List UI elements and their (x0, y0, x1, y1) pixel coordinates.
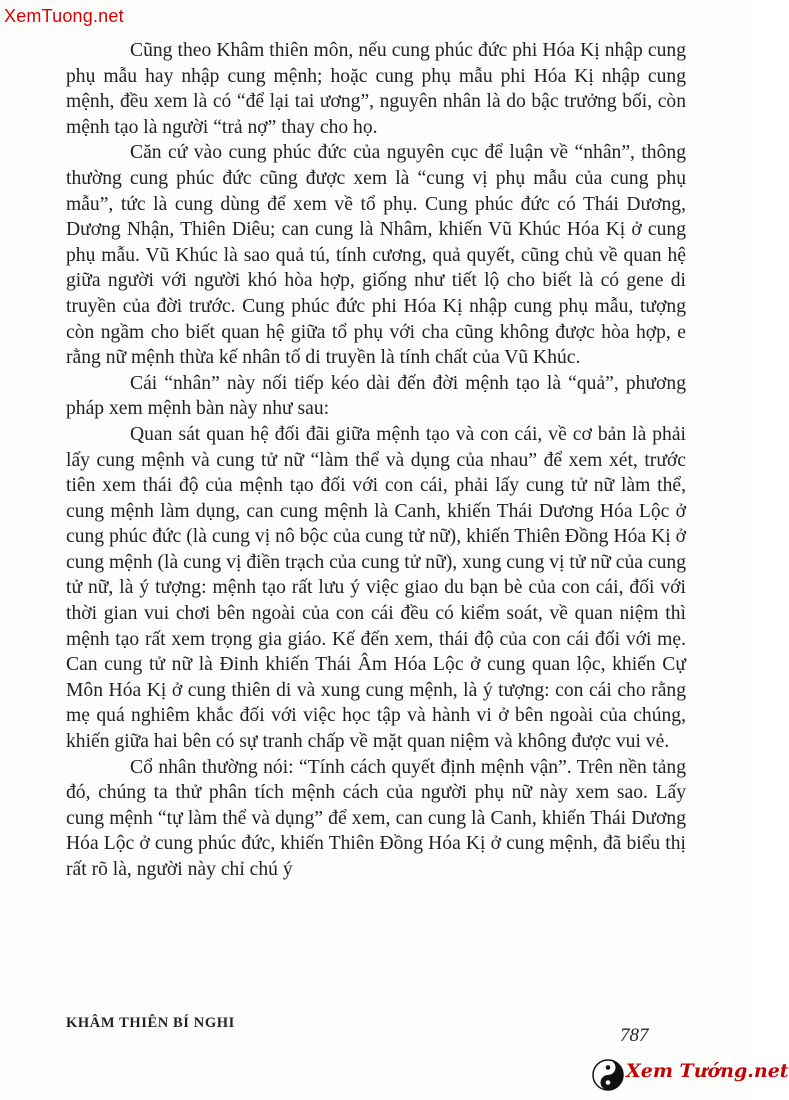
page-number: 787 (620, 1025, 649, 1046)
brand-logo-text: Xem Tướng.net (626, 1060, 789, 1082)
paragraph: Cổ nhân thường nói: “Tính cách quyết định mệnh vận”. Trên nền tảng đó, chúng ta thử phân tích mệnh cách của người phụ nữ này xem sao. Lấy cung mệnh “tự làm thể và dụng” để xem, can cung là Canh, khiến Thái Dương Hóa Lộc ở cung phúc đức, khiến Thiên Đồng Hóa Kị ở cung mệnh, đã biểu thị rất rõ là, người này chỉ chú ý (66, 756, 686, 880)
site-watermark-link[interactable]: XemTuong.net (4, 6, 124, 26)
paragraph: Quan sát quan hệ đối đãi giữa mệnh tạo và con cái, về cơ bản là phải lấy cung mệnh và cung tử nữ “làm thể và dụng của nhau” để xem xét, trước tiên xem thái độ của mệnh tạo đối với con cái, phải lấy cung tử nữ làm thể, cung mệnh làm dụng, can cung mệnh là Canh, khiến Thái Dương Hóa Lộc ở cung phúc đức (là cung vị nô bộc của cung tử nữ), khiến Thiên Đồng Hóa Kị ở cung mệnh (là cung vị điền trạch của cung tử nữ), xung cung vị tử nữ của cung tử nữ, là ý tượng: mệnh tạo rất lưu ý việc giao du bạn bè của con cái, đối với thời gian vui chơi bên ngoài của con cái đều có kiểm soát, về quan niệm thì mệnh tạo rất xem trọng gia giáo. Kế đến xem, thái độ của con cái đối với mẹ. Can cung tử nữ là Đinh khiến Thái Âm Hóa Lộc ở cung quan lộc, khiến Cự Môn Hóa Kị ở cung thiên di và xung cung mệnh, là ý tượng: con cái cho rằng mẹ quá nghiêm khắc đối với việc học tập và hành vi ở bên ngoài của chúng, khiến giữa hai bên có sự tranh chấp về mặt quan niệm và không được vui vẻ. (66, 423, 686, 753)
running-footer-title: KHÂM THIÊN BÍ NGHI (66, 1015, 235, 1031)
paragraph: Cũng theo Khâm thiên môn, nếu cung phúc đức phi Hóa Kị nhập cung phụ mẫu hay nhập cung mệnh; hoặc cung phụ mẫu phi Hóa Kị nhập cung mệnh, đều xem là có “để lại tai ương”, nguyên nhân là do bậc trưởng bối, còn mệnh tạo là người “trả nợ” thay cho họ. (66, 40, 686, 138)
paragraph: Căn cứ vào cung phúc đức của nguyên cục để luận về “nhân”, thông thường cung phúc đức cũng được xem là “cung vị phụ mẫu của cung phụ mẫu”, tức là cung dùng để xem về tổ phụ. Cung phúc đức có Thái Dương, Dương Nhận, Thiên Diêu; can cung là Nhâm, khiến Vũ Khúc Hóa Kị ở cung phụ mẫu. Vũ Khúc là sao quả tú, tính cương, quả quyết, cũng chủ về quan hệ giữa người với người khó hòa hợp, giống như tiết lộ cho biết là có gene di truyền của đời trước. Cung phúc đức phi Hóa Kị nhập cung phụ mẫu, tượng còn ngầm cho biết quan hệ giữa tổ phụ với cha cũng không được hòa hợp, e rằng nữ mệnh thừa kế nhân tố di truyền là tính chất của Vũ Khúc. (66, 142, 686, 369)
yin-yang-icon (592, 1059, 624, 1091)
brand-logo (592, 1057, 789, 1095)
book-page-body (66, 38, 686, 883)
paragraph: Cái “nhân” này nối tiếp kéo dài đến đời mệnh tạo là “quả”, phương pháp xem mệnh bàn này như sau: (66, 372, 686, 420)
